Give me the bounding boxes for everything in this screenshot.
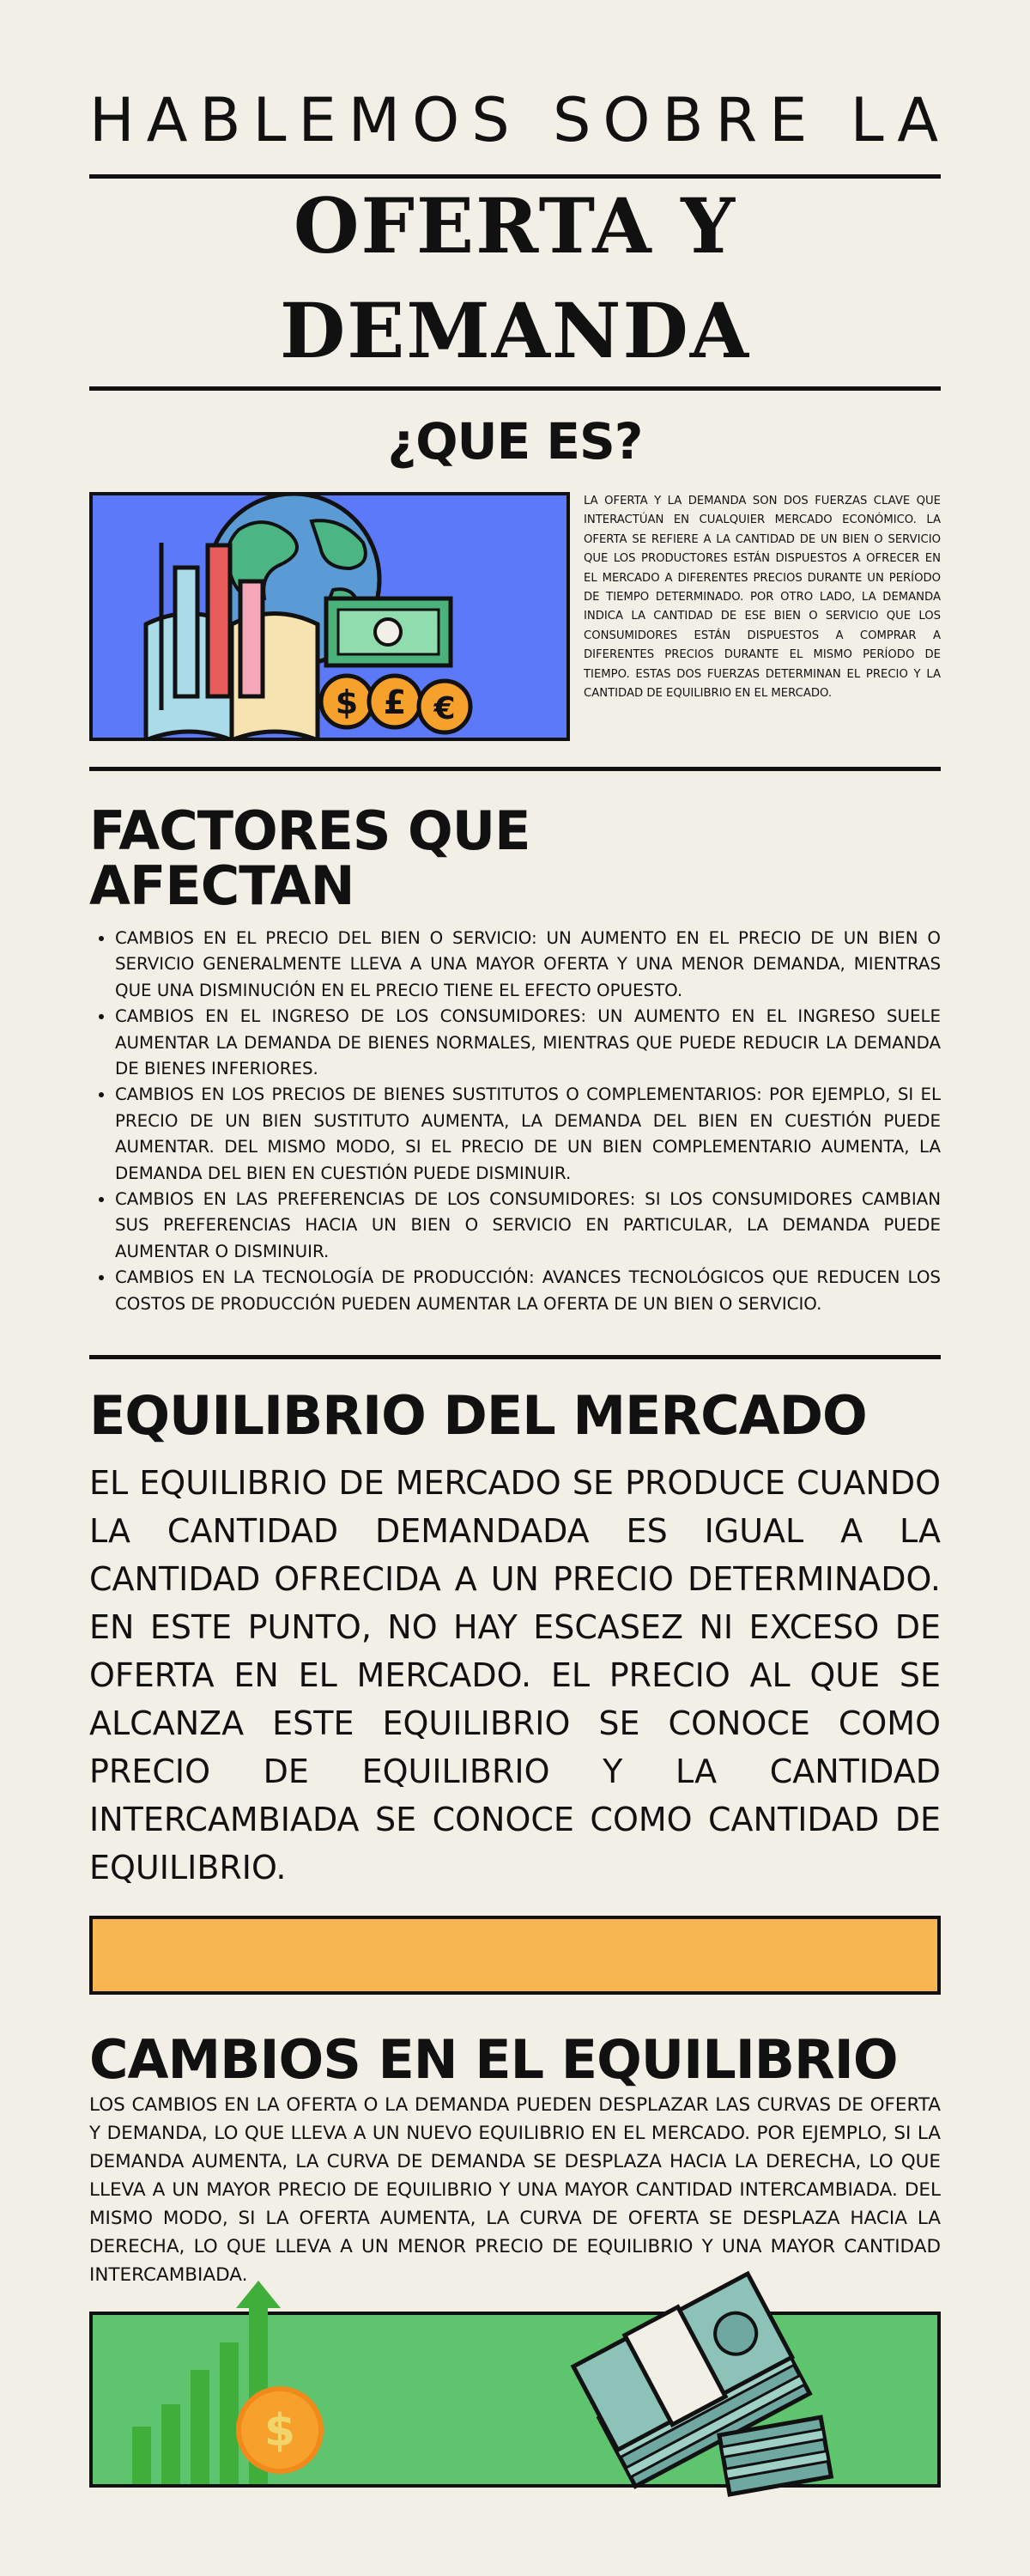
header-kicker: HABLEMOS SOBRE LA	[89, 85, 951, 155]
list-item: • CAMBIOS EN EL INGRESO DE LOS CONSUMIDORES: UN AUMENTO EN EL INGRESO SUELE AUMENTAR LA DEMANDA DE BIENES NORMALES, MIENTRAS QUE PUEDE REDUCIR LA DEMANDA DE BIENES INFERIORES.	[115, 1004, 941, 1082]
intro-section	[89, 492, 941, 741]
section-title-cambios: CAMBIOS EN EL EQUILIBRIO	[89, 2028, 898, 2092]
money-stack-icon	[572, 2271, 831, 2494]
growth-svg	[93, 2315, 937, 2484]
section-title-factores	[89, 799, 941, 917]
intro-text: LA OFERTA Y LA DEMANDA SON DOS FUERZAS CLAVE QUE INTERACTÚAN EN CUALQUIER MERCADO ECONÓMICO. LA OFERTA SE REFIERE A LA CANTIDAD DE UN BIEN O SERVICIO QUE LOS PRODUCTORES ESTÁN DISPUESTOS A OFRECER EN EL MERCADO A DIFERENTES PRECIOS DURANTE UN PERÍODO DE TIEMPO DETERMINADO. POR OTRO LADO, LA DEMANDA INDICA LA CANTIDAD DE ESE BIEN O SERVICIO QUE LOS CONSUMIDORES ESTÁN DISPUESTOS A COMPRAR A DIFERENTES PRECIOS DURANTE EL MISMO PERÍODO DE TIEMPO. ESTAS DOS FUERZAS DETERMINAN EL PRECIO Y LA CANTIDAD DE EQUILIBRIO EN EL MERCADO.	[584, 495, 941, 701]
orange-divider-bar	[89, 1916, 941, 1995]
list-item: • CAMBIOS EN LOS PRECIOS DE BIENES SUSTITUTOS O COMPLEMENTARIOS: POR EJEMPLO, SI EL PRECIO DE UN BIEN SUSTITUTO AUMENTA, LA DEMANDA DEL BIEN EN CUESTIÓN PUEDE AUMENTAR. DEL MISMO MODO, SI EL PRECIO DE UN BIEN COMPLEMENTARIO AUMENTA, LA DEMANDA DEL BIEN EN CUESTIÓN PUEDE DISMINUIR.	[115, 1082, 941, 1187]
infographic	[89, 0, 951, 2488]
list-item: • CAMBIOS EN LA TECNOLOGÍA DE PRODUCCIÓN: AVANCES TECNOLÓGICOS QUE REDUCEN LOS COSTOS DE PRODUCCIÓN PUEDEN AUMENTAR LA OFERTA DE UN BIEN O SERVICIO.	[115, 1265, 941, 1317]
economy-illustration	[93, 495, 566, 738]
coin-symbol-pound: £	[383, 683, 407, 721]
section-title-equilibrio: EQUILIBRIO DEL MERCADO	[89, 1384, 867, 1448]
page-title	[89, 173, 941, 383]
section-title-factores-line-2: AFECTAN	[89, 854, 354, 917]
changes-text: LOS CAMBIOS EN LA OFERTA O LA DEMANDA PUEDEN DESPLAZAR LAS CURVAS DE OFERTA Y DEMANDA, LO QUE LLEVA A UN NUEVO EQUILIBRIO EN EL MERCADO. POR EJEMPLO, SI LA DEMANDA AUMENTA, LA CURVA DE DEMANDA SE DESPLAZA HACIA LA DERECHA, LO QUE LLEVA A UN MAYOR PRECIO DE EQUILIBRIO Y UNA MAYOR CANTIDAD INTERCAMBIADA. DEL MISMO MODO, SI LA OFERTA AUMENTA, LA CURVA DE OFERTA SE DESPLAZA HACIA LA DERECHA, LO QUE LLEVA A UN MENOR PRECIO DE EQUILIBRIO Y UNA MAYOR CANTIDAD INTERCAMBIADA.	[89, 2094, 941, 2287]
coin-symbol-euro: €	[433, 691, 456, 726]
dollar-coin-icon	[321, 676, 373, 727]
equilibrium-text: EL EQUILIBRIO DE MERCADO SE PRODUCE CUANDO LA CANTIDAD DEMANDADA ES IGUAL A LA CANTIDAD OFRECIDA A UN PRECIO DETERMINADO. EN ESTE PUNTO, NO HAY ESCASEZ NI EXCESO DE OFERTA EN EL MERCADO. EL PRECIO AL QUE SE ALCANZA ESTE EQUILIBRIO SE CONOCE COMO PRECIO DE EQUILIBRIO Y LA CANTIDAD INTERCAMBIADA SE CONOCE COMO CANTIDAD DE EQUILIBRIO.	[89, 1464, 941, 1887]
section-title-factores-line-1: FACTORES QUE	[89, 799, 530, 862]
divider	[89, 1355, 941, 1359]
page-title-line-2: DEMANDA	[279, 286, 751, 375]
growth-bars-icon	[132, 2342, 239, 2484]
list-item: • CAMBIOS EN LAS PREFERENCIAS DE LOS CONSUMIDORES: SI LOS CONSUMIDORES CAMBIAN SUS PREFERENCIAS HACIA UN BIEN O SERVICIO EN PARTICULAR, LA DEMANDA PUEDE AUMENTAR O DISMINUIR.	[115, 1187, 941, 1265]
list-item: • CAMBIOS EN EL PRECIO DEL BIEN O SERVICIO: UN AUMENTO EN EL PRECIO DE UN BIEN O SERVICIO GENERALMENTE LLEVA A UNA MAYOR OFERTA Y UNA MENOR DEMANDA, MIENTRAS QUE UNA DISMINUCIÓN EN EL PRECIO TIENE EL EFECTO OPUESTO.	[115, 926, 941, 1004]
coin-symbol-dollar: $	[335, 683, 359, 721]
dollar-coin-icon	[239, 2389, 321, 2471]
euro-coin-icon	[419, 681, 470, 732]
section-title-que-es: ¿QUE ES?	[387, 412, 643, 471]
coin-symbol-dollar: $	[264, 2405, 296, 2458]
divider	[89, 386, 941, 391]
banknote-icon	[326, 598, 451, 665]
page-title-line-1: OFERTA Y	[293, 181, 737, 270]
factors-list	[89, 926, 941, 1317]
growth-illustration	[89, 2312, 941, 2488]
intro-illustration	[89, 492, 570, 741]
divider	[89, 767, 941, 771]
pound-coin-icon	[369, 676, 421, 727]
